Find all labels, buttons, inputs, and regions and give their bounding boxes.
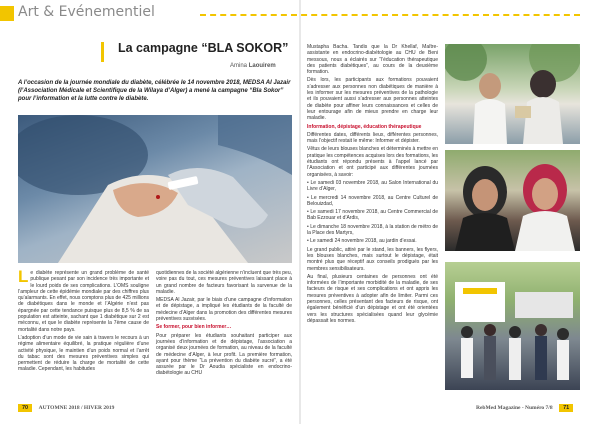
bullet-text: Le mercredi 14 novembre 2018, au Centre Culturel de Belouizdad, <box>307 194 439 207</box>
subheading: Information, dépistage, éducation thérapeutique <box>307 123 422 130</box>
title-accent-bar <box>101 42 104 62</box>
paragraph: quotidiennes de la société algérienne n’incluent que très peu, voire pas du tout, ces mesures préventives laissant place à un grand nombre de facteurs favorisant la survenue de la maladie. <box>156 270 292 295</box>
paragraph: Dès lors, les participants aux formations pouvaient s’adresser aux personnes non diabétiques de manière à les informer sur les mesures préventives de la pathologie et ils pouvaient aussi s’adresser aux personnes atteintes de diabète pour affiner leurs connaissances et celles de leur entourage afin de mieux prendre en charge leur maladie. <box>307 77 438 122</box>
issue-season: AUTOMNE 2018 / HIVER 2019 <box>38 405 115 411</box>
text-column-2 <box>156 270 292 379</box>
subheading: Se former, pour bien informer… <box>156 324 232 331</box>
section-tab-marker <box>0 6 14 21</box>
page-gutter <box>299 0 301 424</box>
article-chapeau: A l’occasion de la journée mondiale du diabète, célébrée le 14 novembre 2018, MEDSA Al Jazair (l’Association Médicale et Scientifique de la Wilaya d’Alger) a mené la campagne “Bla Sokor” pour l’information et la lutte contre le diabète. <box>18 80 291 102</box>
photo-crowd-stand-illustration <box>445 262 580 390</box>
paragraph: Différentes dates, différents lieux, différentes personnes, mais l’objectif restait le même: Informer et dépister. <box>307 131 438 145</box>
photo-volunteers-smiling-illustration <box>445 150 580 251</box>
page-number-left: 70 <box>18 404 32 412</box>
footer-left <box>18 404 114 412</box>
article-title: La campagne “BLA SOKOR” <box>118 41 289 55</box>
paragraph: Au final, plusieurs centaines de personnes ont été informées de l’importante morbidité de la maladie, de ses facteurs de risque et ses complications et ont appris les mesures préventives à adopter afin de limiter. Parmi ces personnes, celles présentant des facteurs de risque, ont également bénéficié d’un dépistage et ont été orientées vers les structures spécialisées quand leur glycémie dépassait les normes. <box>307 273 438 324</box>
bullet-text: Le samedi 24 novembre 2018, au jardin d’essai. <box>310 238 417 245</box>
section-title: Art & Evénementiel <box>18 4 155 20</box>
photo-glucose-test-illustration <box>18 115 292 263</box>
text-column-3 <box>307 44 438 326</box>
photo-volunteers-garden-illustration <box>445 44 580 144</box>
bullet-text: Le samedi 03 novembre 2018, au Salon International du Livre d’Alger, <box>307 179 439 193</box>
bullet-item: • Le samedi 03 novembre 2018, au Salon International du Livre d’Alger, <box>307 179 439 193</box>
paragraph: MEDSA Al Jazair, par le biais d’une campagne d’information et de dépistage, a impliqué les étudiants de la faculté de médecine d’Alger dans la promotion des différentes mesures préventives susvisées. <box>156 297 292 323</box>
page-number-right: 71 <box>559 404 573 412</box>
paragraph: Le grand public, attiré par le stand, les banners, les flyers, les blouses blanches, mais surtout le dépistage, était montré plus que réceptif aux conseils prodigués par les membres sensibilisateurs. <box>307 246 438 272</box>
bullet-item: • Le mercredi 14 novembre 2018, au Centre Culturel de Belouizdad, <box>307 194 439 207</box>
article-author <box>230 63 276 69</box>
text-column-1 <box>18 267 149 375</box>
bullet-item: • Le dimanche 18 novembre 2018, à la station de métro de la Place des Martyrs, <box>307 223 439 237</box>
section-dashed-rule <box>200 14 580 16</box>
author-prefix: Amina <box>230 63 248 69</box>
author-name: Laouirem <box>248 63 276 69</box>
photo-crowd-stand <box>445 262 580 390</box>
photo-glucose-test <box>18 115 292 263</box>
paragraph: Mustapha Bacha. Tandis que la Dr Khellaf, Maître-assistante en endocrino-diabétologie au CHU de Beni messous, nous a éclairés sur “l’éducation thérapeutique des patients diabétiques”, au cours de la deuxième formation. <box>307 44 438 76</box>
photo-volunteers-smiling <box>445 150 580 251</box>
paragraph-text: e diabète représente un grand problème de santé publique pesant par son incidence très importante et le lourd poids de ses complications. L’OMS souligne l’ampleur de cette épidémie mondiale par des chiffres plus qu’alarmants. En effet, nous comptons plus de 425 millions de diabétiques dans le monde et l’Algérie n’est pas épargnée par cette tendance puisque plus de 8,5 % de sa population est atteinte, sachant que 1 diabétique sur 2 est méconnu, et que le diabète représente la 7ème cause de mortalité dans notre pays. <box>18 270 149 333</box>
magazine-issue: RebMed Magazine - Numéro 7/8 <box>476 405 553 411</box>
bullet-item: • Le samedi 24 novembre 2018, au jardin d’essai. <box>307 238 417 245</box>
paragraph: L’adoption d’un mode de vie sain à travers le recours à un régime alimentaire équilibré, la pratique régulière d’une activité physique, le maintien d’un poids normal et l’arrêt du tabac sont des mesures préventives simples qui permettent de réduire la charge de mortalité de cette maladie. Cependant, les habitudes <box>18 334 149 373</box>
paragraph: Vêtus de leurs blouses blanches et déterminés à mettre en pratique les compétences acquises lors des formations, les étudiants ont répondu présents à l’appel lancé par l’Association et ont participé aux différentes journées organisées, à savoir: <box>307 146 438 178</box>
bullet-item: • Le samedi 17 novembre 2018, au Centre Commercial de Bab Ezzouar et d’Ardis, <box>307 209 438 222</box>
photo-volunteers-garden <box>445 44 580 144</box>
dropcap: L <box>18 267 29 286</box>
bullet-text: Le dimanche 18 novembre 2018, à la station de métro de la Place des Martyrs, <box>307 223 439 237</box>
paragraph <box>18 267 149 333</box>
bullet-text: Le samedi 17 novembre 2018, au Centre Commercial de Bab Ezzouar et d’Ardis, <box>307 209 438 222</box>
footer-right <box>476 404 573 412</box>
paragraph: Pour préparer les étudiants souhaitant participer aux journées d’information et de dépistage, l’association a organisé deux journées de formation, au niveau de la faculté de médecine d’Alger, à leur profit. La première formation, ayant pour thème “La prévention du diabète sucré”, a été assurée par le Dr Aoudia spécialiste en endocrino-diabétologie au CHU <box>156 332 292 377</box>
